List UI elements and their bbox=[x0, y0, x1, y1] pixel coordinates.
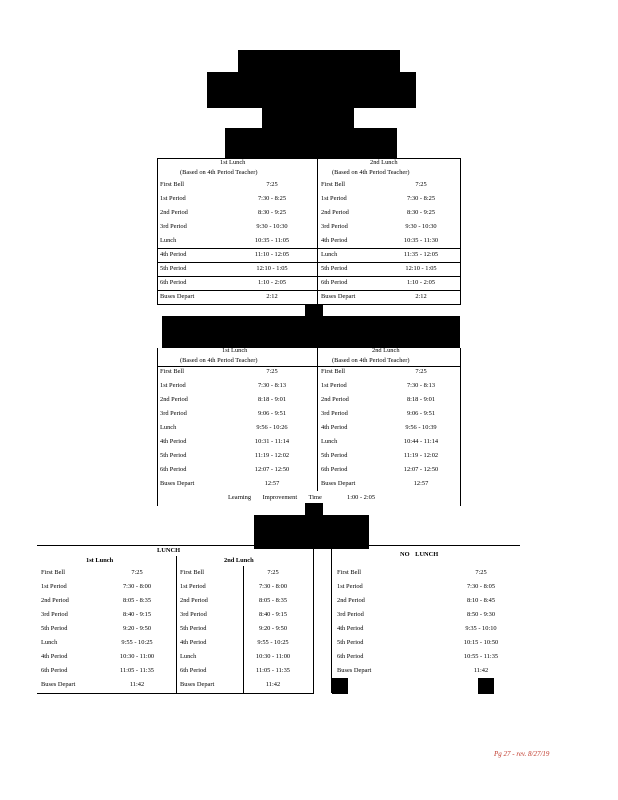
redacted-section3-heading bbox=[254, 515, 369, 549]
redacted-mark-right bbox=[478, 678, 494, 694]
lunch2-heading: 2nd Lunch bbox=[370, 159, 398, 166]
period-label: 2nd Period bbox=[321, 396, 349, 403]
period-label: 1st Period bbox=[180, 583, 206, 590]
period-label: 1st Period bbox=[160, 382, 186, 389]
period-time: 7:30 - 8:25 bbox=[406, 195, 436, 202]
period-time: 8:05 - 8:35 bbox=[258, 597, 288, 604]
no-lunch-heading: NO LUNCH bbox=[400, 551, 439, 558]
period-time: 12:57 bbox=[413, 480, 429, 487]
learning-improvement-label: Learning Improvement Time bbox=[228, 494, 322, 501]
period-time: 11:42 bbox=[473, 667, 489, 674]
period-label: First Bell bbox=[337, 569, 361, 576]
period-label: 1st Period bbox=[321, 382, 347, 389]
period-label: Buses Depart bbox=[160, 480, 195, 487]
period-label: Buses Depart bbox=[321, 293, 356, 300]
period-time: 9:55 - 10:25 bbox=[257, 639, 289, 646]
based-note: (Based on 4th Period Teacher) bbox=[332, 169, 410, 176]
period-time: 7:30 - 8:00 bbox=[258, 583, 288, 590]
period-time: 9:06 - 9:51 bbox=[406, 410, 436, 417]
period-label: 6th Period bbox=[337, 653, 364, 660]
redacted-title-2 bbox=[207, 72, 416, 108]
period-time: 9:30 - 10:30 bbox=[256, 223, 288, 230]
period-time: 11:10 - 12:05 bbox=[254, 251, 290, 258]
period-time: 9:56 - 10:39 bbox=[405, 424, 437, 431]
period-time: 9:20 - 9:50 bbox=[122, 625, 152, 632]
period-label: 2nd Period bbox=[41, 597, 69, 604]
period-label: Lunch bbox=[160, 424, 177, 431]
period-label: Lunch bbox=[180, 653, 197, 660]
period-time: 7:25 bbox=[266, 368, 278, 375]
period-time: 7:25 bbox=[267, 569, 279, 576]
redacted-section2-heading bbox=[162, 316, 460, 348]
period-time: 7:25 bbox=[475, 569, 487, 576]
period-label: 6th Period bbox=[41, 667, 68, 674]
period-label: 3rd Period bbox=[321, 223, 348, 230]
period-label: 2nd Period bbox=[337, 597, 365, 604]
period-time: 10:31 - 11:14 bbox=[254, 438, 290, 445]
period-time: 10:35 - 11:05 bbox=[254, 237, 290, 244]
period-time: 11:19 - 12:02 bbox=[254, 452, 290, 459]
period-label: 3rd Period bbox=[321, 410, 348, 417]
period-time: 8:40 - 9:15 bbox=[122, 611, 152, 618]
period-time: 1:10 - 2:05 bbox=[257, 279, 287, 286]
period-label: Lunch bbox=[321, 251, 338, 258]
lunch1-heading: 1st Lunch bbox=[86, 557, 114, 564]
based-note: (Based on 4th Period Teacher) bbox=[180, 169, 258, 176]
period-label: 4th Period bbox=[321, 237, 348, 244]
redacted-title-1 bbox=[238, 50, 400, 72]
period-time: 9:56 - 10:26 bbox=[256, 424, 288, 431]
period-time: 11:35 - 12:05 bbox=[403, 251, 439, 258]
period-time: 7:30 - 8:13 bbox=[257, 382, 287, 389]
period-label: 2nd Period bbox=[321, 209, 349, 216]
period-label: 6th Period bbox=[160, 279, 187, 286]
period-time: 12:07 - 12:50 bbox=[254, 466, 290, 473]
lunch2-heading: 2nd Lunch bbox=[372, 347, 400, 354]
page-number: Pg 27 - rev. 8/27/19 bbox=[494, 750, 550, 758]
period-time: 7:25 bbox=[131, 569, 143, 576]
period-label: 6th Period bbox=[180, 667, 207, 674]
period-label: 4th Period bbox=[180, 639, 207, 646]
period-label: 6th Period bbox=[321, 466, 348, 473]
period-label: 4th Period bbox=[337, 625, 364, 632]
period-time: 11:42 bbox=[265, 681, 281, 688]
period-time: 11:42 bbox=[129, 681, 145, 688]
period-time: 10:15 - 10:50 bbox=[463, 639, 499, 646]
period-time: 8:18 - 9:01 bbox=[257, 396, 287, 403]
period-label: 1st Period bbox=[160, 195, 186, 202]
period-time: 7:25 bbox=[415, 368, 427, 375]
period-time: 12:57 bbox=[264, 480, 280, 487]
period-time: 8:30 - 9:25 bbox=[406, 209, 436, 216]
redacted-connector bbox=[305, 304, 323, 316]
period-label: 4th Period bbox=[321, 424, 348, 431]
period-label: 2nd Period bbox=[160, 209, 188, 216]
period-time: 11:05 - 11:35 bbox=[120, 667, 154, 674]
period-label: 3rd Period bbox=[160, 410, 187, 417]
period-time: 2:12 bbox=[266, 293, 278, 300]
redacted-mark-left bbox=[332, 678, 348, 694]
period-time: 9:30 - 10:30 bbox=[405, 223, 437, 230]
period-time: 8:05 - 8:35 bbox=[122, 597, 152, 604]
period-label: 2nd Period bbox=[180, 597, 208, 604]
period-label: First Bell bbox=[41, 569, 65, 576]
period-label: Buses Depart bbox=[337, 667, 372, 674]
period-label: 3rd Period bbox=[160, 223, 187, 230]
period-label: First Bell bbox=[160, 368, 184, 375]
period-time: 7:30 - 8:25 bbox=[257, 195, 287, 202]
period-time: 11:05 - 11:35 bbox=[256, 667, 290, 674]
period-label: 2nd Period bbox=[160, 396, 188, 403]
lunch1-heading: 1st Lunch bbox=[220, 159, 246, 166]
period-label: 3rd Period bbox=[180, 611, 207, 618]
period-time: 8:30 - 9:25 bbox=[257, 209, 287, 216]
period-time: 12:10 - 1:05 bbox=[405, 265, 437, 272]
period-label: 5th Period bbox=[337, 639, 364, 646]
period-label: 1st Period bbox=[41, 583, 67, 590]
period-time: 10:35 - 11:30 bbox=[403, 237, 439, 244]
period-label: Buses Depart bbox=[160, 293, 195, 300]
period-time: 7:30 - 8:05 bbox=[466, 583, 496, 590]
period-time: 9:20 - 9:50 bbox=[258, 625, 288, 632]
period-time: 7:25 bbox=[266, 181, 278, 188]
period-label: Lunch bbox=[321, 438, 338, 445]
lunch1-heading: 1st Lunch bbox=[222, 347, 248, 354]
redacted-connector bbox=[305, 503, 323, 515]
period-label: Lunch bbox=[41, 639, 58, 646]
period-label: Lunch bbox=[160, 237, 177, 244]
period-label: First Bell bbox=[321, 368, 345, 375]
period-label: 4th Period bbox=[160, 438, 187, 445]
period-time: 8:18 - 9:01 bbox=[406, 396, 436, 403]
period-label: First Bell bbox=[180, 569, 204, 576]
period-label: 4th Period bbox=[160, 251, 187, 258]
redacted-title-3 bbox=[262, 108, 354, 128]
based-note: (Based on 4th Period Teacher) bbox=[332, 357, 410, 364]
period-time: 10:30 - 11:00 bbox=[255, 653, 291, 660]
period-label: Buses Depart bbox=[41, 681, 76, 688]
period-label: First Bell bbox=[321, 181, 345, 188]
period-time: 1:10 - 2:05 bbox=[406, 279, 436, 286]
period-time: 10:30 - 11:00 bbox=[119, 653, 155, 660]
period-label: First Bell bbox=[160, 181, 184, 188]
period-time: 8:40 - 9:15 bbox=[258, 611, 288, 618]
period-time: 2:12 bbox=[415, 293, 427, 300]
period-label: 6th Period bbox=[160, 466, 187, 473]
lunch-heading: LUNCH bbox=[157, 547, 181, 554]
period-time: 7:25 bbox=[415, 181, 427, 188]
period-time: 9:06 - 9:51 bbox=[257, 410, 287, 417]
period-time: 8:50 - 9:30 bbox=[466, 611, 496, 618]
lunch2-heading: 2nd Lunch bbox=[224, 557, 254, 564]
period-label: 6th Period bbox=[321, 279, 348, 286]
period-label: 5th Period bbox=[180, 625, 207, 632]
period-time: 10:44 - 11:14 bbox=[403, 438, 439, 445]
period-time: 12:10 - 1:05 bbox=[256, 265, 288, 272]
period-time: 10:55 - 11:35 bbox=[463, 653, 499, 660]
redacted-section1-heading bbox=[225, 128, 397, 158]
period-label: Buses Depart bbox=[180, 681, 215, 688]
period-label: 5th Period bbox=[321, 452, 348, 459]
period-time: 11:19 - 12:02 bbox=[403, 452, 439, 459]
period-label: 5th Period bbox=[160, 452, 187, 459]
period-label: 5th Period bbox=[321, 265, 348, 272]
period-time: 9:35 - 10:10 bbox=[465, 625, 497, 632]
learning-improvement-time: 1:00 - 2:05 bbox=[347, 494, 376, 501]
period-time: 7:30 - 8:13 bbox=[406, 382, 436, 389]
period-label: 3rd Period bbox=[337, 611, 364, 618]
period-label: 3rd Period bbox=[41, 611, 68, 618]
based-note: (Based on 4th Period Teacher) bbox=[180, 357, 258, 364]
period-label: 1st Period bbox=[337, 583, 363, 590]
period-label: 1st Period bbox=[321, 195, 347, 202]
period-label: Buses Depart bbox=[321, 480, 356, 487]
period-label: 4th Period bbox=[41, 653, 68, 660]
period-label: 5th Period bbox=[160, 265, 187, 272]
period-time: 12:07 - 12:50 bbox=[403, 466, 439, 473]
period-time: 7:30 - 8:00 bbox=[122, 583, 152, 590]
period-time: 9:55 - 10:25 bbox=[121, 639, 153, 646]
period-time: 8:10 - 8:45 bbox=[466, 597, 496, 604]
period-label: 5th Period bbox=[41, 625, 68, 632]
